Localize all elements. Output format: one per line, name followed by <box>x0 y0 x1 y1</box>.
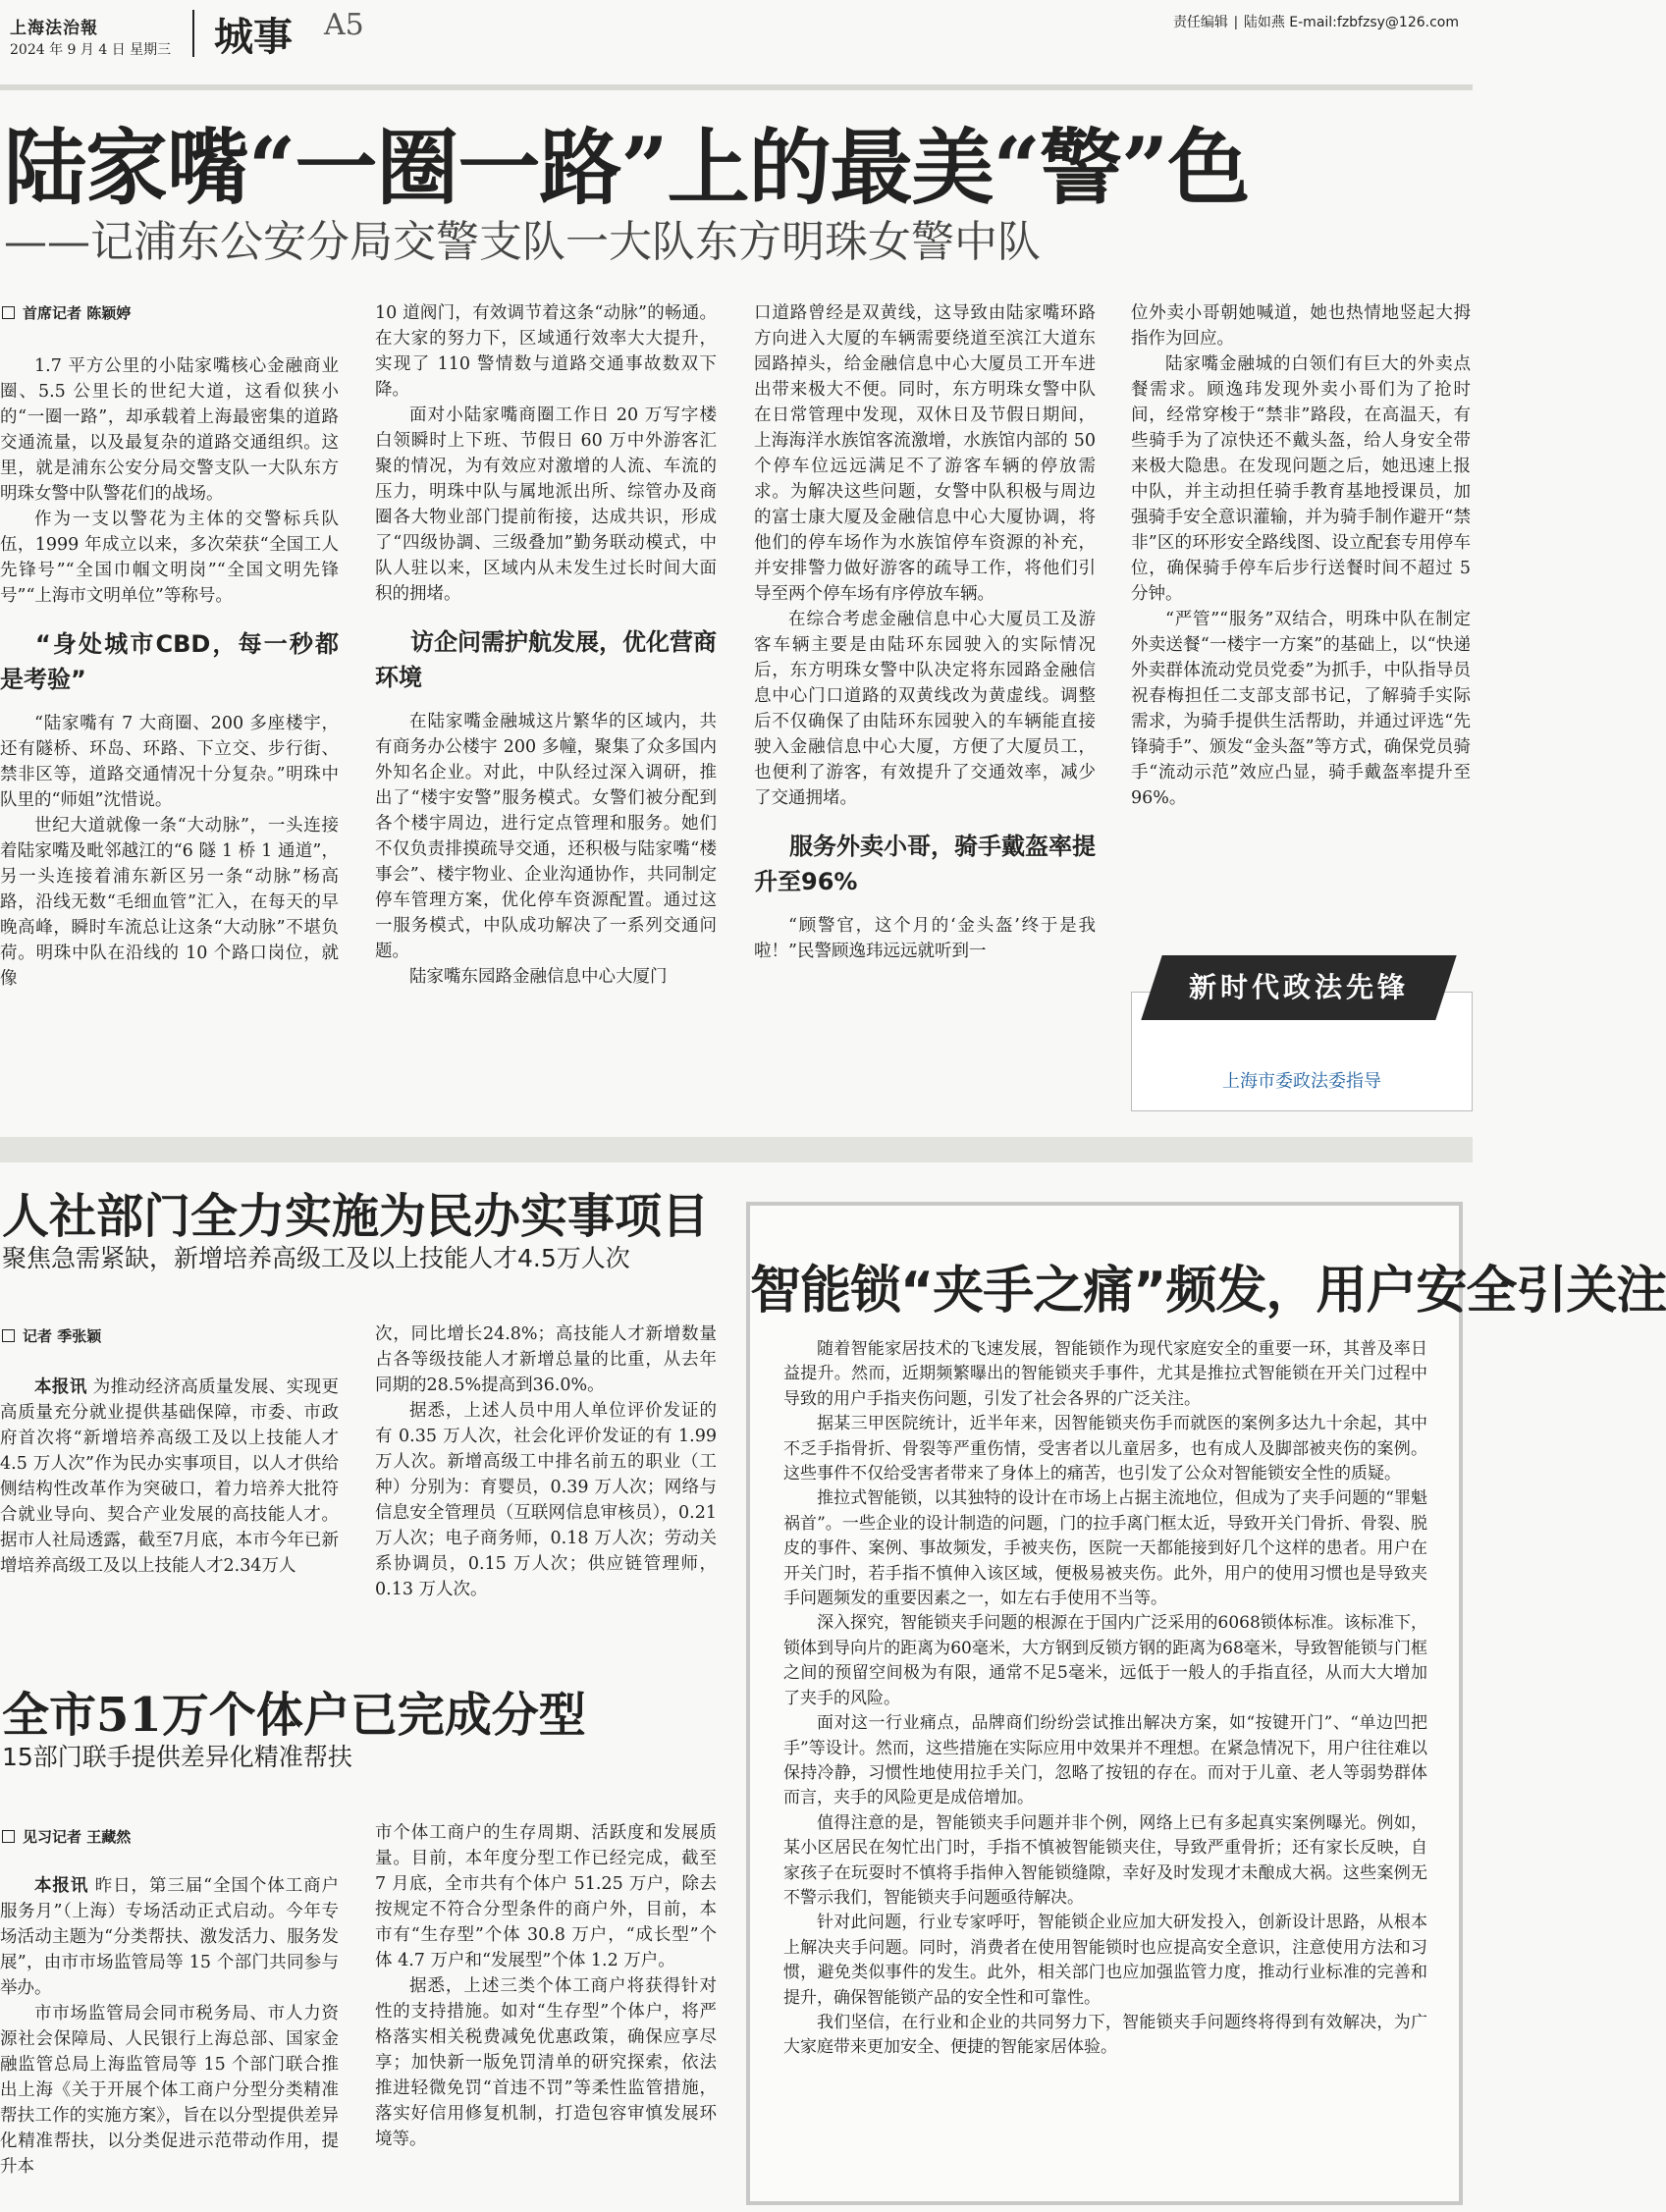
paragraph: 据悉，上述人员中用人单位评价发证的有 0.35 万人次，社会化评价发证的有 1.99 万人次。新增高级工中排名前五的职业（工种）分别为：育婴员，0.39 万人次；网络与信息安全管理员（互联网信息审核员），0.21 万人次；电子商务师，0.18 万人次；劳动关系协调员，0.15 万人次；供应链管理师，0.13 万人次。 <box>375 1401 717 1599</box>
paragraph: 随着智能家居技术的飞速发展，智能锁作为现代家庭安全的重要一环，其普及率日益提升。然而，近期频繁曝出的智能锁夹手事件，尤其是推拉式智能锁在开关门过程中导致的用户手指夹伤问题，引发了社会各界的广泛关注。 <box>783 1339 1427 1409</box>
paragraph: 陆家嘴金融城的白领们有巨大的外卖点餐需求。顾逸玮发现外卖小哥们为了抢时间，经常穿梭于“禁非”路段，在高温天，有些骑手为了凉快还不戴头盔，给人身安全带来极大隐患。在发现问题之后，她迅速上报中队，并主动担任骑手教育基地授课员，加强骑手安全意识灌输，并为骑手制作避开“禁非”区的环形安全路线图、设立配套专用停车位，确保骑手停车后步行送餐时间不超过 5 分钟。 <box>1131 354 1471 604</box>
paragraph: 推拉式智能锁，以其独特的设计在市场上占据主流地位，但成为了夹手问题的“罪魁祸首”。一些企业的设计制造的问题，门的拉手离门框太近，导致开关门骨折、骨裂、脱皮的事件、案例、事故频发，手被夹伤，医院一天都能接到好几个这样的患者。用户在开关门时，若手指不慎伸入该区域，便极易被夹伤。此外，用户的使用习惯也是导致夹手问题频发的重要因素之一，如左右手使用不当等。 <box>783 1488 1427 1609</box>
paragraph: “严管”“服务”双结合，明珠中队在制定外卖送餐“一楼宇一方案”的基础上，以“快递外卖群体流动党员党委”为抓手，中队指导员祝春梅担任二支部支部书记，了解骑手实际需求，为骑手提供生活帮助，并通过评选“先锋骑手”、颁发“金头盔”等方式，确保党员骑手“流动示范”效应凸显，骑手戴盔率提升至 96%。 <box>1131 610 1471 808</box>
story2-subheadline: 聚焦急需紧缺，新增培养高级工及以上技能人才4.5万人次 <box>2 1244 630 1272</box>
story3-subheadline: 15部门联手提供差异化精准帮扶 <box>2 1743 352 1771</box>
paragraph: 口道路曾经是双黄线，这导致由陆家嘴环路方向进入大厦的车辆需要绕道至滨江大道东园路掉头，给金融信息中心大厦员工开车进出带来极大不便。同时，东方明珠女警中队在日常管理中发现，双休日及节假日期间，上海海洋水族馆客流激增，水族馆内部的 50 个停车位远远满足不了游客车辆的停放需求。为解决这些问题，女警中队积极与周边的富士康大厦及金融信息中心大厦协调，将他们的停车场作为水族馆停车资源的补充，并安排警力做好游客的疏导工作，将他们引导至两个停车场有序停放车辆。 <box>754 303 1096 604</box>
paragraph: 在陆家嘴金融城这片繁华的区域内，共有商务办公楼宇 200 多幢，聚集了众多国内外知名企业。对此，中队经过深入调研，推出了“楼宇安警”服务模式。女警们被分配到各个楼宇周边，进行定点管理和服务。她们不仅负责排摸疏导交通，还积极与陆家嘴“楼事会”、楼宇物业、企业沟通协作，共同制定停车管理方案，优化停车资源配置。通过这一服务模式，中队成功解决了一系列交通问题。 <box>375 712 717 961</box>
paragraph: 面对这一行业痛点，品牌商们纷纷尝试推出解决方案，如“按键开门”、“单边凹把手”等设计。然而，这些措施在实际应用中效果并不理想。在紧急情况下，用户往往难以保持冷静，习惯性地使用拉手关门，忽略了按钮的存在。而对于儿童、老人等弱势群体而言，夹手的风险更是成倍增加。 <box>783 1713 1427 1808</box>
header-divider <box>192 10 194 57</box>
paragraph: 1.7 平方公里的小陆家嘴核心金融商业圈、5.5 公里长的世纪大道，这看似狭小的“一圈一路”，却承载着上海最密集的道路交通流量，以及最复杂的道路交通组织。这里，就是浦东公安分局交警支队一大队东方明珠女警中队警花们的战场。 <box>0 356 339 504</box>
paragraph: 10 道阀门，有效调节着这条“动脉”的畅通。在大家的努力下，区域通行效率大大提升，实现了 110 警情数与道路交通事故数双下降。 <box>375 303 717 400</box>
story1-subheadline: ——记浦东公安分局交警支队一大队东方明珠女警中队 <box>4 217 1041 267</box>
story4-box <box>746 1202 1666 2205</box>
paragraph: 昨日，第三届“全国个体工商户服务月”（上海）专场活动正式启动。今年专场活动主题为“分类帮扶、激发活力、服务发展”，由市市场监管局等 15 个部门共同参与举办。 <box>0 1876 339 1998</box>
page-number: A5 <box>324 8 364 42</box>
badge-guidance: 上海市委政法委指导 <box>1222 1071 1381 1092</box>
story2-headline: 人社部门全力实施为民办实事项目 <box>2 1189 710 1244</box>
paragraph: “陆家嘴有 7 大商圈、200 多座楼宇，还有隧桥、环岛、环路、下立交、步行街、禁非区等，道路交通情况十分复杂。”明珠中队里的“师姐”沈惜说。 <box>0 714 339 810</box>
story1-column-3 <box>754 300 1096 964</box>
column-badge <box>1131 971 1473 1111</box>
header-rule <box>0 84 1473 90</box>
story1-byline <box>2 302 131 323</box>
paragraph: 面对小陆家嘴商圈工作日 20 万写字楼白领瞬时上下班、节假日 60 万中外游客汇聚的情况，为有效应对激增的人流、车流的压力，明珠中队与属地派出所、综管办及商圈各大物业部门提前衔接，达成共识，形成了“四级协調、三级叠加”勤务联动模式，中队人驻以来，区域内从未发生过长时间大面积的拥堵。 <box>375 405 717 604</box>
story1-headline: 陆家嘴“一圈一路”上的最美“警”色 <box>4 119 1250 216</box>
paragraph: 针对此问题，行业专家呼吁，智能锁企业应加大研发投入，创新设计思路，从根本上解决夹手问题。同时，消费者在使用智能锁时也应提高安全意识，注意使用方法和习惯，避免类似事件的发生。此外，相关部门也应加强监管力度，推动行业标准的完善和提升，确保智能锁产品的安全性和可靠性。 <box>783 1913 1427 2008</box>
byline-box-icon <box>2 1329 15 1342</box>
story1-subhead-2: 访企问需护航发展，优化营商环境 <box>375 628 717 691</box>
story4-body <box>783 1337 1427 2061</box>
badge-banner <box>1141 955 1456 1020</box>
byline-text: 记者 季张颖 <box>23 1327 102 1345</box>
section-divider <box>0 1137 1473 1162</box>
paragraph: 市个体工商户的生存周期、活跃度和发展质量。目前，本年度分型工作已经完成，截至 7 月底，全市共有个体户 51.25 万户，除去按规定不符合分型条件的商户外，目前，本市有“生存型”个体 30.8 万户，“成长型”个体 4.7 万户和“发展型”个体 1.2 万户。 <box>375 1823 717 1970</box>
story2-byline <box>2 1325 101 1346</box>
story1-column-1 <box>0 353 339 992</box>
story2-column-2 <box>375 1322 717 1602</box>
section-name: 城事 <box>214 15 293 60</box>
paragraph: 次，同比增长24.8%；高技能人才新增数量占各等级技能人才新增总量的比重，从去年同期的28.5%提高到36.0%。 <box>375 1324 717 1395</box>
dateline: 本报讯 <box>34 1377 87 1397</box>
issue-date: 2024 年 9 月 4 日 星期三 <box>10 42 172 58</box>
paragraph: 作为一支以警花为主体的交警标兵队伍，1999 年成立以来，多次荣获“全国工人先锋号”“全国巾帼文明岗”“全国文明先锋号”“上海市文明单位”等称号。 <box>0 510 339 606</box>
story3-column-1 <box>0 1873 339 2180</box>
story3-byline <box>2 1826 131 1847</box>
story1-subhead-1: “身处城市CBD，每一秒都是考验” <box>0 630 339 693</box>
editor-credit: 责任编辑 ∣ 陆如燕 E-mail:fzbfzsy@126.com <box>1172 15 1459 30</box>
story1-column-4 <box>1131 300 1471 811</box>
byline-text: 首席记者 陈颖婷 <box>23 304 132 322</box>
paragraph: “顾警官，这个月的‘金头盔’终于是我啦！”民警顾逸玮远远就听到一 <box>754 916 1096 961</box>
paragraph: 据某三甲医院统计，近半年来，因智能锁夹伤手而就医的案例多达九十余起，其中不乏手指骨折、骨裂等严重伤情，受害者以儿童居多，也有成人及脚部被夹伤的案例。这些事件不仅给受害者带来了身体上的痛苦，也引发了公众对智能锁安全性的质疑。 <box>783 1414 1427 1484</box>
byline-box-icon <box>2 1830 15 1843</box>
story1-column-2 <box>375 300 717 990</box>
badge-banner-text: 新时代政法先锋 <box>1188 971 1409 1003</box>
paragraph: 市市场监管局会同市税务局、市人力资源社会保障局、人民银行上海总部、国家金融监管总局上海监管局等 15 个部门联合推出上海《关于开展个体工商户分型分类精准帮扶工作的实施方案》，旨在以分型提供差异化精准帮扶，以分类促进示范带动作用，提升本 <box>0 2004 339 2177</box>
paragraph: 深入探究，智能锁夹手问题的根源在于国内广泛采用的6068锁体标准。该标准下，锁体到导向片的距离为60毫米，大方钢到反锁方钢的距离为68毫米，导致智能锁与门框之间的预留空间极为有限，通常不足5毫米，远低于一般人的手指直径，从而大大增加了夹手的风险。 <box>783 1613 1427 1708</box>
newspaper-name: 上海法治報 <box>10 19 98 38</box>
paragraph: 为推动经济高质量发展、实现更高质量充分就业提供基础保障，市委、市政府首次将“新增培养高级工及以上技能人才 4.5 万人次”作为民办实事项目，以人才供给侧结构性改革作为突破口，着力培养大批符合就业导向、契合产业发展的高技能人才。据市人社局透露，截至7月底，本市今年已新增培养高级工及以上技能人才2.34万人 <box>0 1377 340 1576</box>
story1-subhead-3: 服务外卖小哥，骑手戴盔率提升至96% <box>754 833 1096 895</box>
dateline: 本报讯 <box>34 1876 89 1896</box>
paragraph: 值得注意的是，智能锁夹手问题并非个例，网络上已有多起真实案例曝光。例如，某小区居民在匆忙出门时，手指不慎被智能锁夹住，导致严重骨折；还有家长反映，自家孩子在玩耍时不慎将手指伸入智能锁缝隙，幸好及时发现才未酿成大祸。这些案例无不警示我们，智能锁夹手问题亟待解决。 <box>783 1812 1427 1908</box>
byline-box-icon <box>2 306 15 319</box>
story3-column-2 <box>375 1820 717 2152</box>
story4-headline: 智能锁“夹手之痛”频发，用户安全引关注 <box>750 1262 1666 1321</box>
byline-text: 见习记者 王藏然 <box>23 1828 132 1846</box>
story3-headline: 全市51万个体户已完成分型 <box>2 1688 586 1743</box>
paragraph: 陆家嘴东园路金融信息中心大厦门 <box>409 967 668 987</box>
story2-column-1 <box>0 1375 339 1579</box>
paragraph: 我们坚信，在行业和企业的共同努力下，智能锁夹手问题终将得到有效解决，为广大家庭带来更加安全、便捷的智能家居体验。 <box>783 2012 1427 2058</box>
paragraph: 世纪大道就像一条“大动脉”，一头连接着陆家嘴及毗邻越江的“6 隧 1 桥 1 通道”，另一头连接着浦东新区另一条“动脉”杨高路，沿线无数“毛细血管”汇入，在每天的早晚高峰，瞬时车流总让这条“大动脉”不堪负荷。明珠中队在沿线的 10 个路口岗位，就像 <box>0 816 339 989</box>
paragraph: 位外卖小哥朝她喊道，她也热情地竖起大拇指作为回应。 <box>1131 303 1471 349</box>
paragraph: 在综合考虑金融信息中心大厦员工及游客车辆主要是由陆环东园驶入的实际情况后，东方明珠女警中队决定将东园路金融信息中心门口道路的双黄线改为黄虚线。调整后不仅确保了由陆环东园驶入的车辆能直接驶入金融信息中心大厦，方便了大厦员工，也便利了游客，有效提升了交通效率，减少了交通拥堵。 <box>754 610 1096 808</box>
paragraph: 据悉，上述三类个体工商户将获得针对性的支持措施。如对“生存型”个体户，将严格落实相关税费减免优惠政策，确保应享尽享；加快新一版免罚清单的研究探索，依法推进轻微免罚“首违不罚”等柔性监管措施，落实好信用修复机制，打造包容审慎发展环境等。 <box>375 1976 717 2149</box>
